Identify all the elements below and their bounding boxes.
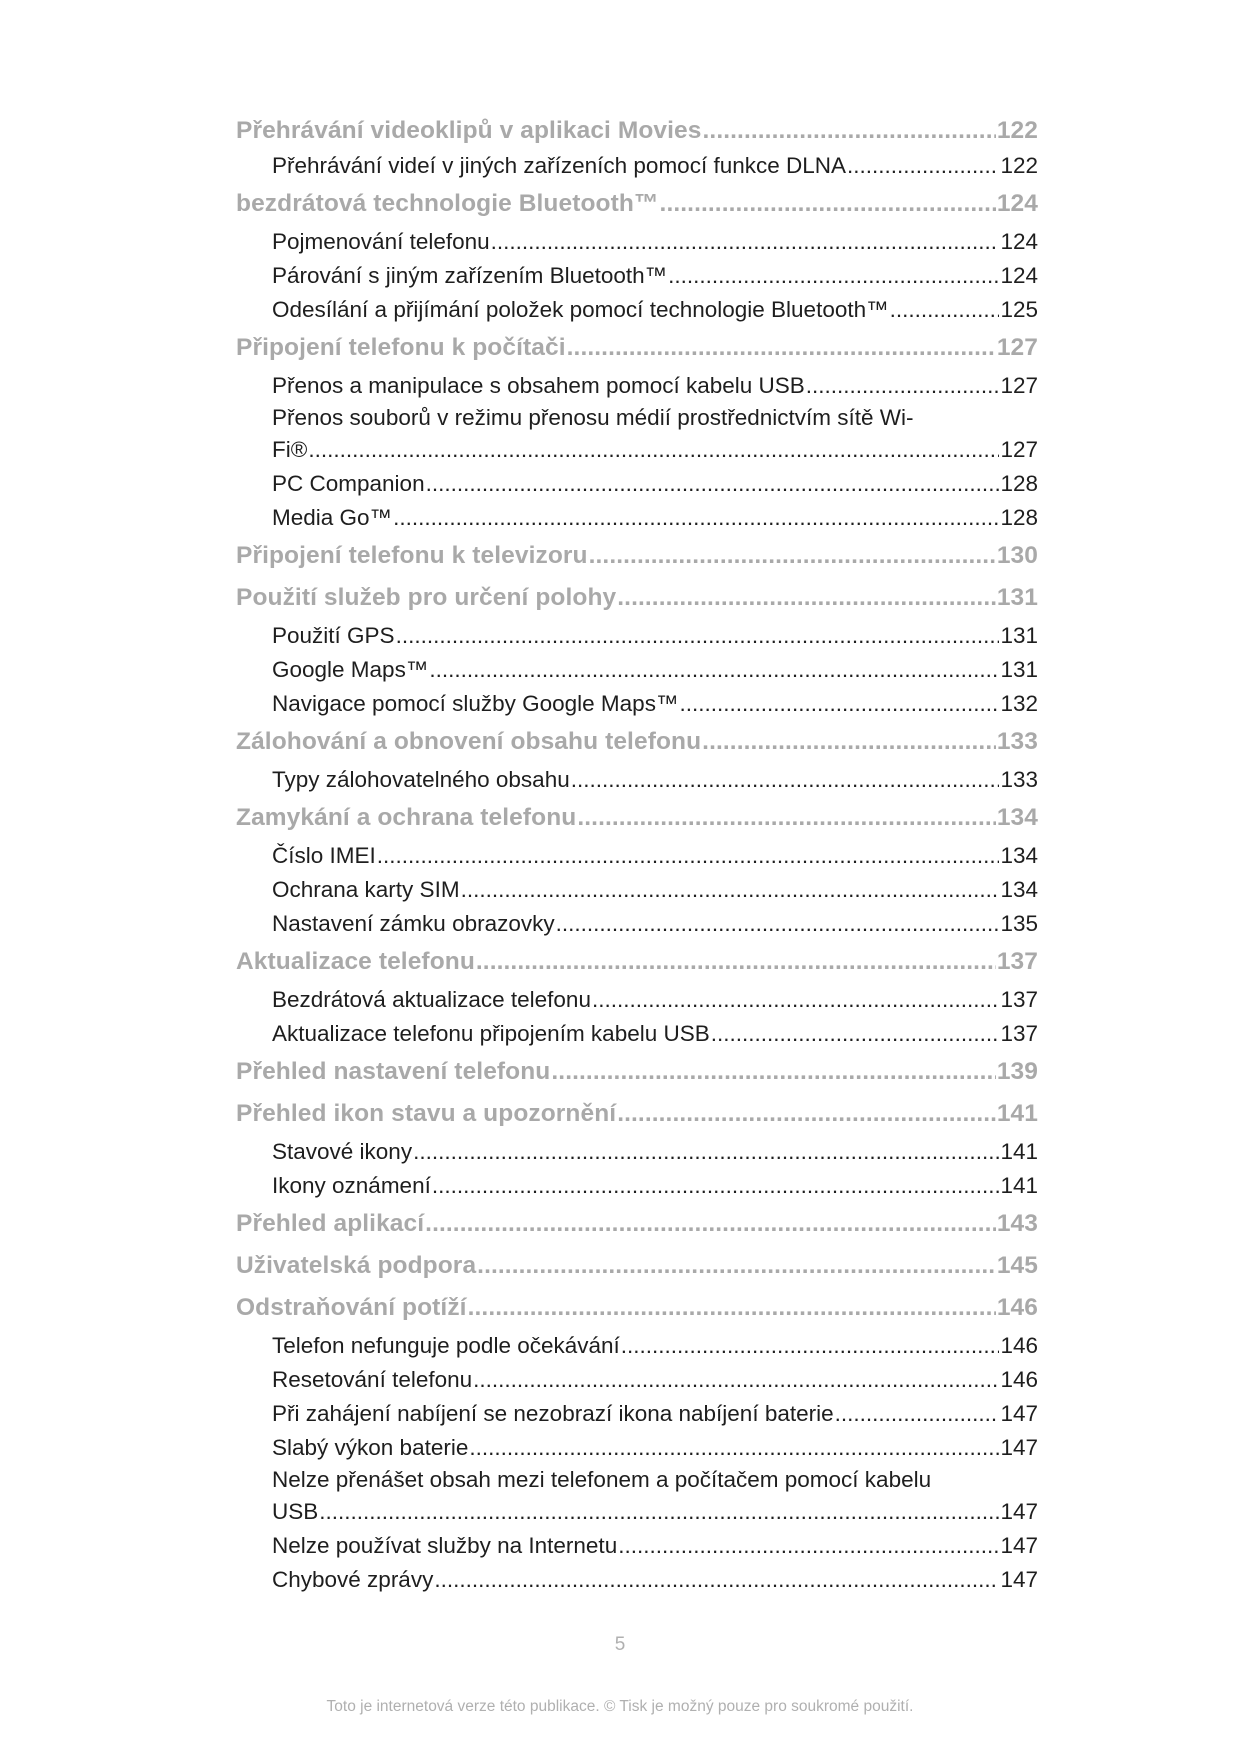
toc-chapter[interactable] <box>236 577 1038 619</box>
toc-section[interactable] <box>236 983 1038 1017</box>
toc-leader-dots <box>469 1431 999 1465</box>
toc-section[interactable] <box>236 467 1038 501</box>
toc-page-number: 146 <box>996 1294 1038 1321</box>
toc-section[interactable] <box>236 293 1038 327</box>
toc-page-number: 124 <box>996 190 1038 217</box>
toc-page-number: 124 <box>1000 229 1038 254</box>
toc-section[interactable] <box>236 1563 1038 1597</box>
toc-title-continued: Fi® <box>272 437 308 462</box>
toc-leader-dots <box>396 619 1000 653</box>
toc-section[interactable] <box>236 763 1038 797</box>
toc-section[interactable] <box>236 403 1038 467</box>
footer-notice: Toto je internetová verze této publikace. © Tisk je možný pouze pro soukromé použití. <box>326 1698 914 1715</box>
toc-page-number: 131 <box>1000 657 1038 682</box>
toc-title: Odesílání a přijímání položek pomocí technologie Bluetooth™ <box>272 297 889 322</box>
toc-section[interactable] <box>236 619 1038 653</box>
toc-title: Použití služeb pro určení polohy <box>236 584 617 611</box>
toc-title: Typy zálohovatelného obsahu <box>272 767 570 792</box>
toc-section[interactable] <box>236 1529 1038 1563</box>
toc-section[interactable] <box>236 501 1038 535</box>
toc-section[interactable] <box>236 1431 1038 1465</box>
toc-title: Pojmenování telefonu <box>272 229 490 254</box>
toc-leader-dots <box>413 1135 999 1169</box>
toc-page-number: 133 <box>1000 767 1038 792</box>
toc-chapter[interactable] <box>236 113 1038 149</box>
toc-page-number: 128 <box>1000 505 1038 530</box>
toc-title: Přehrávání videí v jiných zařízeních pomocí funkce DLNA <box>272 153 847 178</box>
toc-page-number: 135 <box>1000 911 1038 936</box>
toc-chapter[interactable] <box>236 1051 1038 1093</box>
toc-leader-dots <box>477 1245 996 1287</box>
toc-title: Připojení telefonu k televizoru <box>236 542 588 569</box>
toc-chapter[interactable] <box>236 797 1038 839</box>
toc-page-number: 133 <box>996 728 1038 755</box>
toc-title: Telefon nefunguje podle očekávání <box>272 1333 620 1358</box>
toc-leader-dots <box>319 1495 999 1529</box>
toc-page-number: 146 <box>1000 1367 1038 1392</box>
toc-title: Stavové ikony <box>272 1139 413 1164</box>
toc-title: Zálohování a obnovení obsahu telefonu <box>236 728 702 755</box>
toc-page-number: 141 <box>1000 1139 1038 1164</box>
toc-title: Uživatelská podpora <box>236 1252 477 1279</box>
page-number: 5 <box>614 1634 626 1655</box>
toc-chapter[interactable] <box>236 327 1038 369</box>
toc-title: Chybové zprávy <box>272 1567 434 1592</box>
toc-title: Aktualizace telefonu připojením kabelu USB <box>272 1021 710 1046</box>
toc-section[interactable] <box>236 1135 1038 1169</box>
toc-page-number: 143 <box>996 1210 1038 1237</box>
toc-title: Přehrávání videoklipů v aplikaci Movies <box>236 117 702 144</box>
toc-leader-dots <box>434 1563 999 1597</box>
toc-title: Ikony oznámení <box>272 1173 431 1198</box>
toc-title: Přenos souborů v režimu přenosu médií prostřednictvím sítě Wi- <box>272 405 914 430</box>
toc-page-number: 131 <box>996 584 1038 611</box>
toc-chapter[interactable] <box>236 183 1038 225</box>
toc-section[interactable] <box>236 1363 1038 1397</box>
toc-title: Párování s jiným zařízením Bluetooth™ <box>272 263 668 288</box>
toc-page-number: 122 <box>1000 153 1038 178</box>
toc-leader-dots <box>617 1093 996 1135</box>
toc-leader-dots <box>393 501 999 535</box>
toc-chapter[interactable] <box>236 535 1038 577</box>
toc-leader-dots <box>806 369 1000 403</box>
toc-title: Aktualizace telefonu <box>236 948 475 975</box>
toc-title: Nastavení zámku obrazovky <box>272 911 555 936</box>
toc-section[interactable] <box>236 687 1038 721</box>
toc-leader-dots <box>377 839 1000 873</box>
toc-title: PC Companion <box>272 471 425 496</box>
toc-section[interactable] <box>236 259 1038 293</box>
toc-page-number: 127 <box>1000 373 1038 398</box>
toc-page-number: 141 <box>1000 1173 1038 1198</box>
toc-leader-dots <box>703 113 996 149</box>
toc-leader-dots <box>835 1397 1000 1431</box>
toc-page-number: 134 <box>996 804 1038 831</box>
toc-title: Ochrana karty SIM <box>272 877 460 902</box>
toc-leader-dots <box>847 149 999 183</box>
toc-title: Číslo IMEI <box>272 843 376 868</box>
toc-page-number: 128 <box>1000 471 1038 496</box>
toc-page-number: 147 <box>1000 1499 1038 1524</box>
toc-page-number: 137 <box>1000 1021 1038 1046</box>
toc-leader-dots <box>308 433 999 467</box>
toc-chapter[interactable] <box>236 1203 1038 1245</box>
toc-chapter[interactable] <box>236 721 1038 763</box>
toc-leader-dots <box>551 1051 995 1093</box>
toc-chapter[interactable] <box>236 1245 1038 1287</box>
toc-leader-dots <box>461 873 1000 907</box>
toc-leader-dots <box>618 1529 999 1563</box>
toc-leader-dots <box>571 763 1000 797</box>
toc-section[interactable] <box>236 839 1038 873</box>
toc-title: Nelze přenášet obsah mezi telefonem a počítačem pomocí kabelu <box>272 1467 932 1492</box>
toc-title: Přehled nastavení telefonu <box>236 1058 551 1085</box>
toc-leader-dots <box>556 907 1000 941</box>
toc-title: Zamykání a ochrana telefonu <box>236 804 577 831</box>
toc-page-number: 147 <box>1000 1533 1038 1558</box>
toc-title: Odstraňování potíží <box>236 1294 467 1321</box>
toc-leader-dots <box>660 183 996 225</box>
toc-leader-dots <box>429 653 999 687</box>
toc-title: Navigace pomocí služby Google Maps™ <box>272 691 679 716</box>
toc-leader-dots <box>473 1363 999 1397</box>
toc-section[interactable] <box>236 653 1038 687</box>
toc-chapter[interactable] <box>236 941 1038 983</box>
toc-title: Nelze používat služby na Internetu <box>272 1533 618 1558</box>
toc-page-number: 141 <box>996 1100 1038 1127</box>
toc-leader-dots <box>567 327 996 369</box>
toc-section[interactable] <box>236 225 1038 259</box>
toc-page-number: 146 <box>1000 1333 1038 1358</box>
toc-title: Přehled aplikací <box>236 1210 425 1237</box>
toc-title: Připojení telefonu k počítači <box>236 334 566 361</box>
toc-page-number: 122 <box>996 117 1038 144</box>
toc-title: Google Maps™ <box>272 657 429 682</box>
toc-page-number: 139 <box>996 1058 1038 1085</box>
toc-leader-dots <box>577 797 995 839</box>
toc-leader-dots <box>432 1169 1000 1203</box>
toc-leader-dots <box>426 467 1000 501</box>
toc-section[interactable] <box>236 1465 1038 1529</box>
toc-page-number: 134 <box>1000 843 1038 868</box>
toc-leader-dots <box>589 535 996 577</box>
toc-chapter[interactable] <box>236 1093 1038 1135</box>
toc-leader-dots <box>711 1017 1000 1051</box>
toc-page-number: 137 <box>996 948 1038 975</box>
toc-page-number: 147 <box>1000 1567 1038 1592</box>
toc-leader-dots <box>702 721 996 763</box>
toc-page-number: 130 <box>996 542 1038 569</box>
toc-section[interactable] <box>236 873 1038 907</box>
toc-title: Media Go™ <box>272 505 393 530</box>
toc-section[interactable] <box>236 149 1038 183</box>
toc-chapter[interactable] <box>236 1287 1038 1329</box>
toc-page-number: 147 <box>1000 1401 1038 1426</box>
table-of-contents <box>236 113 1038 1597</box>
toc-page-number: 125 <box>1000 297 1038 322</box>
toc-page-number: 132 <box>1000 691 1038 716</box>
toc-section[interactable] <box>236 1329 1038 1363</box>
toc-section[interactable] <box>236 1397 1038 1431</box>
toc-page-number: 145 <box>996 1252 1038 1279</box>
toc-title: Přehled ikon stavu a upozornění <box>236 1100 617 1127</box>
toc-page-number: 127 <box>1000 437 1038 462</box>
toc-title: Slabý výkon baterie <box>272 1435 469 1460</box>
toc-title-continued: USB <box>272 1499 319 1524</box>
toc-section[interactable] <box>236 1169 1038 1203</box>
toc-leader-dots <box>679 687 999 721</box>
toc-leader-dots <box>476 941 996 983</box>
toc-title: Při zahájení nabíjení se nezobrazí ikona nabíjení baterie <box>272 1401 834 1426</box>
toc-leader-dots <box>621 1329 1000 1363</box>
toc-page-number: 134 <box>1000 877 1038 902</box>
toc-leader-dots <box>890 293 1000 327</box>
toc-section[interactable] <box>236 369 1038 403</box>
toc-title: bezdrátová technologie Bluetooth™ <box>236 190 659 217</box>
toc-title: Použití GPS <box>272 623 395 648</box>
toc-page-number: 131 <box>1000 623 1038 648</box>
toc-leader-dots <box>592 983 999 1017</box>
toc-section[interactable] <box>236 1017 1038 1051</box>
toc-title: Přenos a manipulace s obsahem pomocí kabelu USB <box>272 373 805 398</box>
toc-page-number: 147 <box>1000 1435 1038 1460</box>
toc-page-number: 137 <box>1000 987 1038 1012</box>
toc-leader-dots <box>617 577 996 619</box>
toc-page-number: 127 <box>996 334 1038 361</box>
toc-title: Resetování telefonu <box>272 1367 473 1392</box>
toc-leader-dots <box>425 1203 996 1245</box>
toc-leader-dots <box>468 1287 996 1329</box>
toc-section[interactable] <box>236 907 1038 941</box>
toc-leader-dots <box>668 259 999 293</box>
toc-title: Bezdrátová aktualizace telefonu <box>272 987 591 1012</box>
toc-leader-dots <box>491 225 1000 259</box>
toc-page-number: 124 <box>1000 263 1038 288</box>
